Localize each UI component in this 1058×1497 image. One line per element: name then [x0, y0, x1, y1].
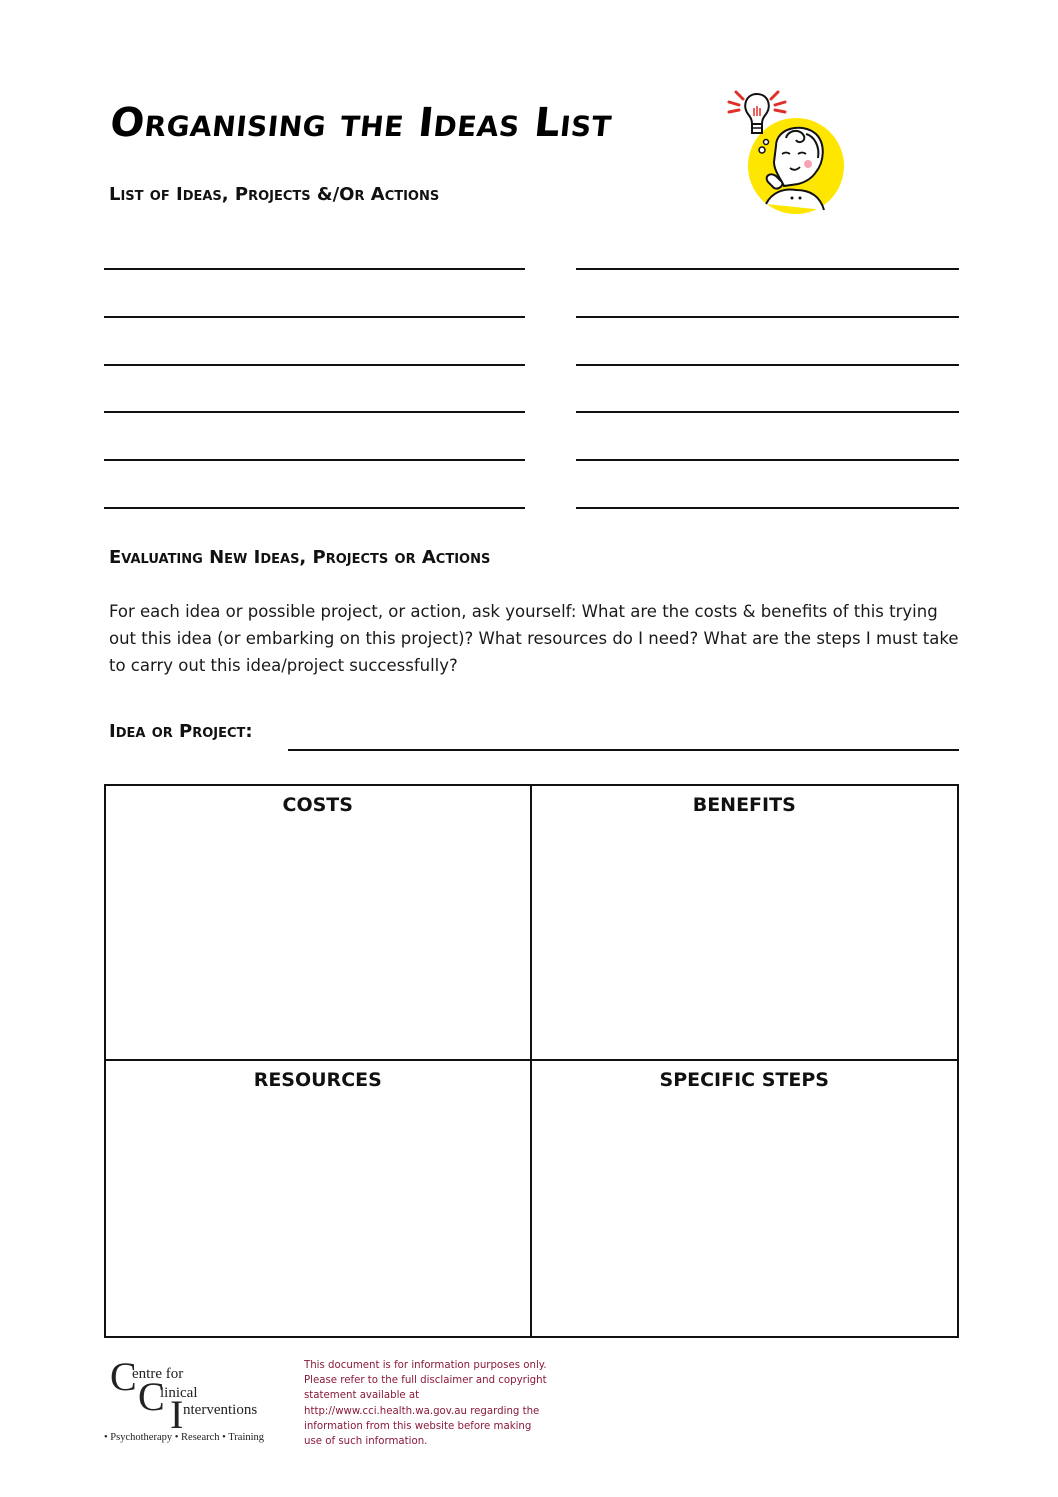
idea-line[interactable] [104, 411, 525, 413]
disclaimer-text: This document is for information purposes only. Please refer to the full disclaimer and copyright statement available at http://www.cci.health.wa.gov.au regarding the information from this website before making use of such information. [304, 1360, 547, 1448]
idea-or-project-label: Idea or Project: [109, 721, 253, 742]
benefits-cell[interactable] [532, 786, 958, 1061]
evaluate-instructions: For each idea or possible project, or action, ask yourself: What are the costs & benefits of this trying out this idea (or embarking on this project)? What resources do I need? What are the steps I must take to carry out this idea/project successfully? [109, 602, 959, 675]
cci-logo [104, 1354, 284, 1449]
specific-steps-label: SPECIFIC STEPS [659, 1069, 829, 1091]
idea-line[interactable] [104, 268, 525, 270]
evaluation-grid [104, 784, 959, 1338]
logo-nterventions: nterventions [183, 1402, 258, 1418]
idea-line[interactable] [576, 268, 959, 270]
logo-centre-for: entre for [132, 1366, 184, 1382]
costs-cell[interactable] [106, 786, 532, 1061]
benefits-label: BENEFITS [692, 794, 796, 816]
idea-line[interactable] [104, 364, 525, 366]
idea-line[interactable] [576, 411, 959, 413]
idea-or-project-line[interactable] [288, 749, 959, 751]
idea-line[interactable] [104, 459, 525, 461]
page-title: Organising the Ideas List [108, 100, 615, 146]
resources-cell[interactable] [106, 1061, 532, 1336]
logo-linical: linical [160, 1385, 198, 1401]
evaluate-section-heading: Evaluating New Ideas, Projects or Actions [109, 547, 491, 568]
idea-line[interactable] [576, 364, 959, 366]
idea-line[interactable] [576, 507, 959, 509]
costs-label: COSTS [282, 794, 353, 816]
logo-tagline: • Psychotherapy • Research • Training [104, 1432, 265, 1443]
resources-label: RESOURCES [253, 1069, 382, 1091]
idea-line[interactable] [576, 459, 959, 461]
thinking-person-lightbulb-icon [724, 86, 848, 218]
list-section-heading: List of Ideas, Projects &/Or Actions [109, 184, 440, 205]
specific-steps-cell[interactable] [532, 1061, 958, 1336]
idea-line[interactable] [104, 507, 525, 509]
logo-letter-c2: C [138, 1374, 165, 1419]
logo-letter-i: I [170, 1392, 184, 1437]
idea-line[interactable] [104, 316, 525, 318]
idea-line[interactable] [576, 316, 959, 318]
logo-letter-c1: C [110, 1354, 137, 1399]
